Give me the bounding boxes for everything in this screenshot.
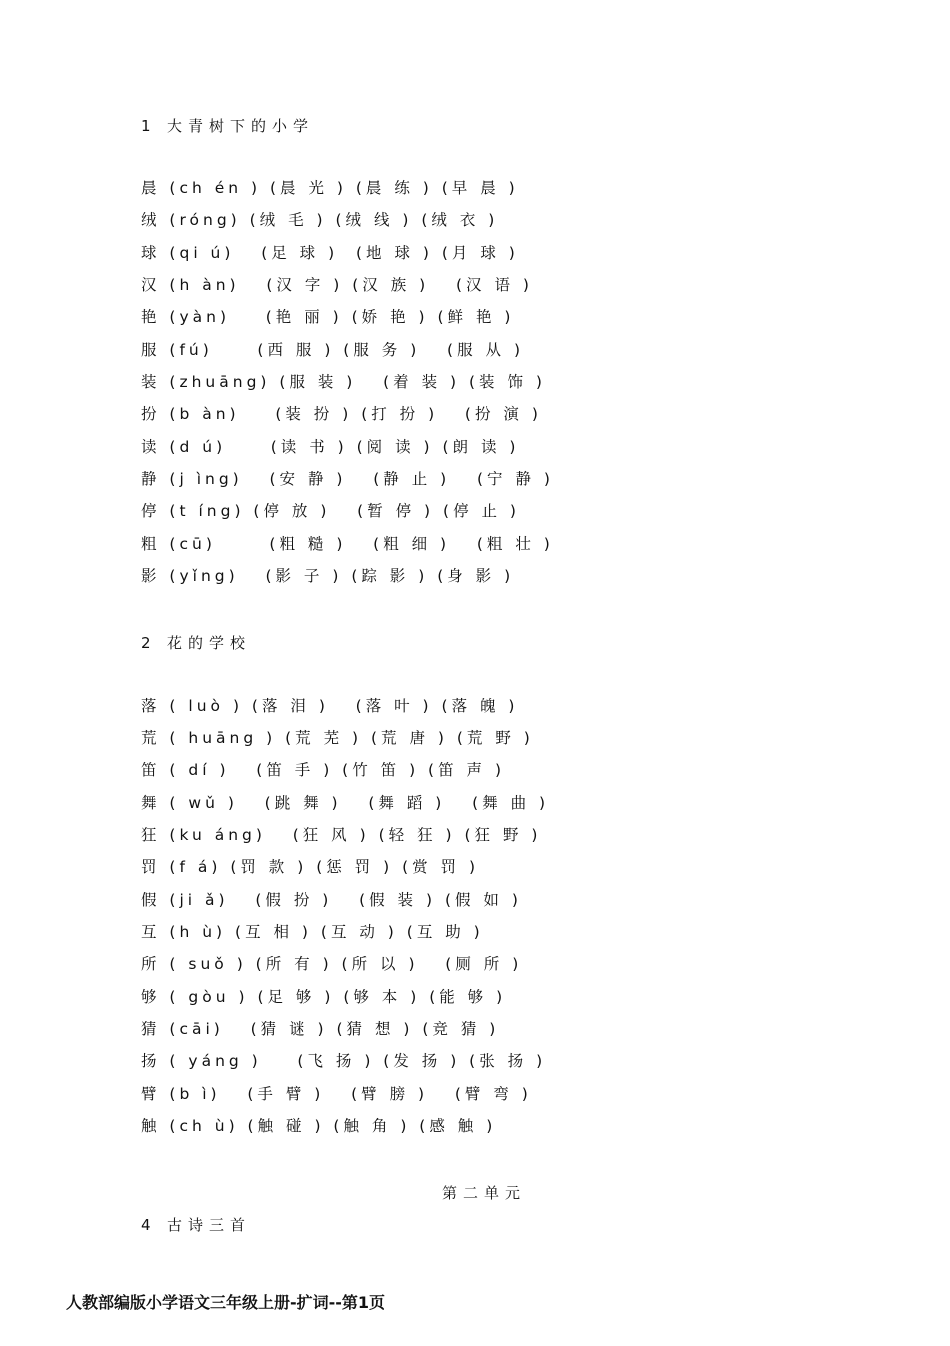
word-row: 荒 ( huāng ) (荒 芜 ) (荒 唐 ) (荒 野 ) <box>141 729 534 747</box>
section-2-heading <box>141 632 251 653</box>
word-row: 影 (yǐng) (影 子 ) (踪 影 ) (身 影 ) <box>141 567 515 585</box>
section-1-title: 大青树下的小学 <box>167 117 315 135</box>
unit-heading: 第二单元 <box>442 1184 527 1202</box>
word-row: 汉 (h àn) (汉 字 ) (汉 族 ) (汉 语 ) <box>141 276 533 294</box>
word-row: 互 (h ù) (互 相 ) (互 动 ) (互 助 ) <box>141 923 484 941</box>
word-row: 狂 (ku áng) (狂 风 ) (轻 狂 ) (狂 野 ) <box>141 826 542 844</box>
word-row: 服 (fú) (西 服 ) (服 务 ) (服 从 ) <box>141 341 524 359</box>
word-row: 扬 ( yáng ) (飞 扬 ) (发 扬 ) (张 扬 ) <box>141 1052 547 1070</box>
word-row: 晨 (ch én ) (晨 光 ) (晨 练 ) (早 晨 ) <box>141 179 519 197</box>
word-row: 猜 (cāi) (猜 谜 ) (猜 想 ) (竞 猜 ) <box>141 1020 500 1038</box>
word-row: 绒 (róng) (绒 毛 ) (绒 线 ) (绒 衣 ) <box>141 211 499 229</box>
word-row: 罚 (f á) (罚 款 ) (惩 罚 ) (赏 罚 ) <box>141 858 480 876</box>
word-row: 球 (qi ú) (足 球 ) (地 球 ) (月 球 ) <box>141 244 519 262</box>
word-row: 够 ( gòu ) (足 够 ) (够 本 ) (能 够 ) <box>141 988 507 1006</box>
word-row: 触 (ch ù) (触 碰 ) (触 角 ) (感 触 ) <box>141 1117 497 1135</box>
section-1-heading <box>141 115 314 136</box>
word-row: 静 (j ìng) (安 静 ) (静 止 ) (宁 静 ) <box>141 470 554 488</box>
word-row: 所 ( suǒ ) (所 有 ) (所 以 ) (厕 所 ) <box>141 955 523 973</box>
word-row: 舞 ( wǔ ) (跳 舞 ) (舞 蹈 ) (舞 曲 ) <box>141 794 550 812</box>
word-row: 臂 (b ì) (手 臂 ) (臂 膀 ) (臂 弯 ) <box>141 1085 532 1103</box>
section-1-number: 1 <box>141 117 151 135</box>
section-4-heading <box>141 1214 251 1235</box>
word-row: 装 (zhuāng) (服 装 ) (着 装 ) (装 饰 ) <box>141 373 546 391</box>
word-row: 假 (ji ǎ) (假 扮 ) (假 装 ) (假 如 ) <box>141 891 522 909</box>
section-4-title: 古诗三首 <box>167 1216 252 1234</box>
section-4-number: 4 <box>141 1216 151 1234</box>
section-2-title: 花的学校 <box>167 634 252 652</box>
page-footer: 人教部编版小学语文三年级上册-扩词--第1页 <box>66 1293 386 1312</box>
word-row: 扮 (b àn) (装 扮 ) (打 扮 ) (扮 演 ) <box>141 405 542 423</box>
word-row: 停 (t íng) (停 放 ) (暂 停 ) (停 止 ) <box>141 502 520 520</box>
word-row: 读 (d ú) (读 书 ) (阅 读 ) (朗 读 ) <box>141 438 520 456</box>
section-2-number: 2 <box>141 634 151 652</box>
word-row: 艳 (yàn) (艳 丽 ) (娇 艳 ) (鲜 艳 ) <box>141 308 515 326</box>
word-row: 笛 ( dí ) (笛 手 ) (竹 笛 ) (笛 声 ) <box>141 761 506 779</box>
word-row: 落 ( luò ) (落 泪 ) (落 叶 ) (落 魄 ) <box>141 697 519 715</box>
word-row: 粗 (cū) (粗 糙 ) (粗 细 ) (粗 壮 ) <box>141 535 554 553</box>
